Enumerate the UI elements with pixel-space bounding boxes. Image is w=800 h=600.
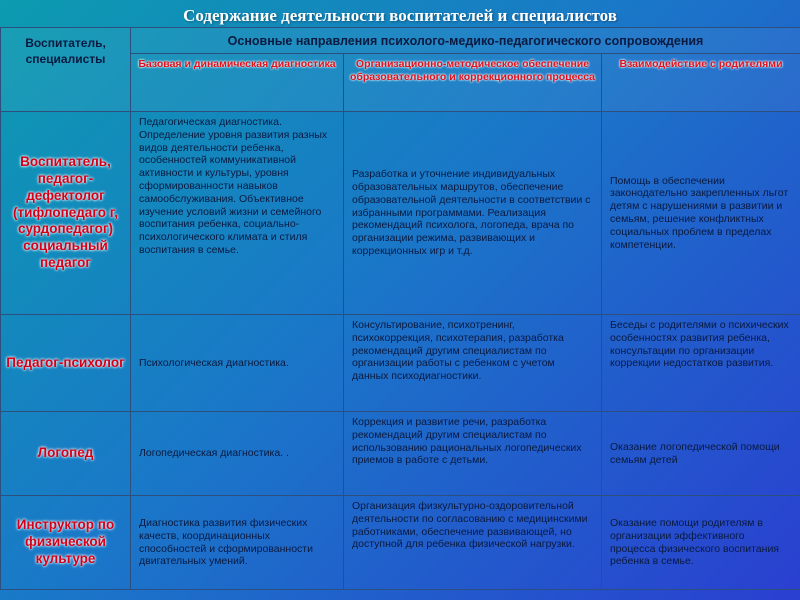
parents-cell <box>602 412 800 496</box>
parents-text: Оказание логопедической помощи семьям детей <box>610 440 780 466</box>
subheader-diagnostics-label: Базовая и динамическая диагностика <box>138 58 336 70</box>
table-row <box>1 315 800 412</box>
methodical-cell <box>344 496 602 590</box>
role-name: Воспитатель, педагог-дефектолог (тифлопедаго г, сурдопедагог) социальный педагог <box>13 153 118 271</box>
parents-text: Беседы с родителями о психических особенностях развития ребенка, консультации по организации коррекции недостатков развития. <box>610 319 789 370</box>
diagnostics-cell <box>131 412 344 496</box>
table-row <box>1 112 800 315</box>
diagnostics-text: Психологическая диагностика. <box>139 356 289 369</box>
parents-text: Помощь в обеспечении законодательно закрепленных льгот детям с нарушениями в развитии и семьям, решение конфликтных социальных проблем в пределах компетенции. <box>610 174 789 251</box>
role-name: Логопед <box>37 445 94 461</box>
methodical-cell <box>344 112 602 315</box>
parents-cell <box>602 496 800 590</box>
diagnostics-text: Логопедическая диагностика. . <box>139 447 289 460</box>
methodical-cell <box>344 412 602 496</box>
role-name: Педагог-психолог <box>6 354 125 370</box>
methodical-text: Консультирование, психотренинг, психокоррекция, психотерапия, разработка рекомендаций другим специалистам по организации работы с ребенком с учетом данных психодиагностики. <box>352 319 564 383</box>
subheader-methodical <box>344 54 602 112</box>
parents-text: Оказание помощи родителям в организации эффективного процесса физического воспитания ребенка в семье. <box>610 516 779 568</box>
table-row <box>1 496 800 590</box>
subheader-methodical-label: Организационно-методическое обеспечение образовательного и коррекционного процесса <box>349 58 596 84</box>
methodical-text: Коррекция и развитие речи, разработка рекомендаций другим специалистам по использованию рациональных логопедических приемов в работе с детьми. <box>352 416 582 467</box>
subheader-parents-label: Взаимодействие с родителями <box>619 58 783 70</box>
header-left-cell <box>1 28 131 112</box>
diagnostics-cell <box>131 496 344 590</box>
subheader-diagnostics <box>131 54 344 112</box>
role-cell <box>1 315 131 412</box>
header-main-cell <box>131 28 800 54</box>
diagnostics-text: Педагогическая диагностика. Определение уровня развития разных видов деятельности ребенка, особенностей коммуникативной активности и культуры, уровня сформированности навыков самообслуживания. Объективное изучение условий жизни и семейного воспитания ребенка, социально-психологического климата и стиля воспитания в семье. <box>139 116 328 256</box>
role-cell <box>1 496 131 590</box>
diagnostics-text: Диагностика развития физических качеств, координационных способностей и сформированности двигательных умений. <box>139 516 313 568</box>
header-main-label: Основные направления психолого-медико-педагогического сопровождения <box>227 34 704 48</box>
parents-cell <box>602 112 800 315</box>
header-left-label: Воспитатель, специалисты <box>25 36 106 66</box>
role-cell <box>1 412 131 496</box>
role-cell <box>1 112 131 315</box>
table-row <box>1 412 800 496</box>
activities-table <box>0 27 800 590</box>
methodical-text: Организация физкультурно-оздоровительной деятельности по согласованию с медицинскими работниками, обеспечение развивающей, но доступной для ребенка физической нагрузки. <box>352 500 588 551</box>
methodical-cell <box>344 315 602 412</box>
parents-cell <box>602 315 800 412</box>
page-title: Содержание деятельности воспитателей и специалистов <box>183 6 617 25</box>
methodical-text: Разработка и уточнение индивидуальных образовательных маршрутов, обеспечение образовательной деятельности в соответствии с избранными программами. Реализация рекомендаций психолога, логопеда, врача по организации режима, развивающих и коррекционных игр и т.д. <box>352 168 591 257</box>
diagnostics-cell <box>131 112 344 315</box>
role-name: Инструктор по физической культуре <box>16 517 115 566</box>
subheader-parents <box>602 54 800 112</box>
diagnostics-cell <box>131 315 344 412</box>
